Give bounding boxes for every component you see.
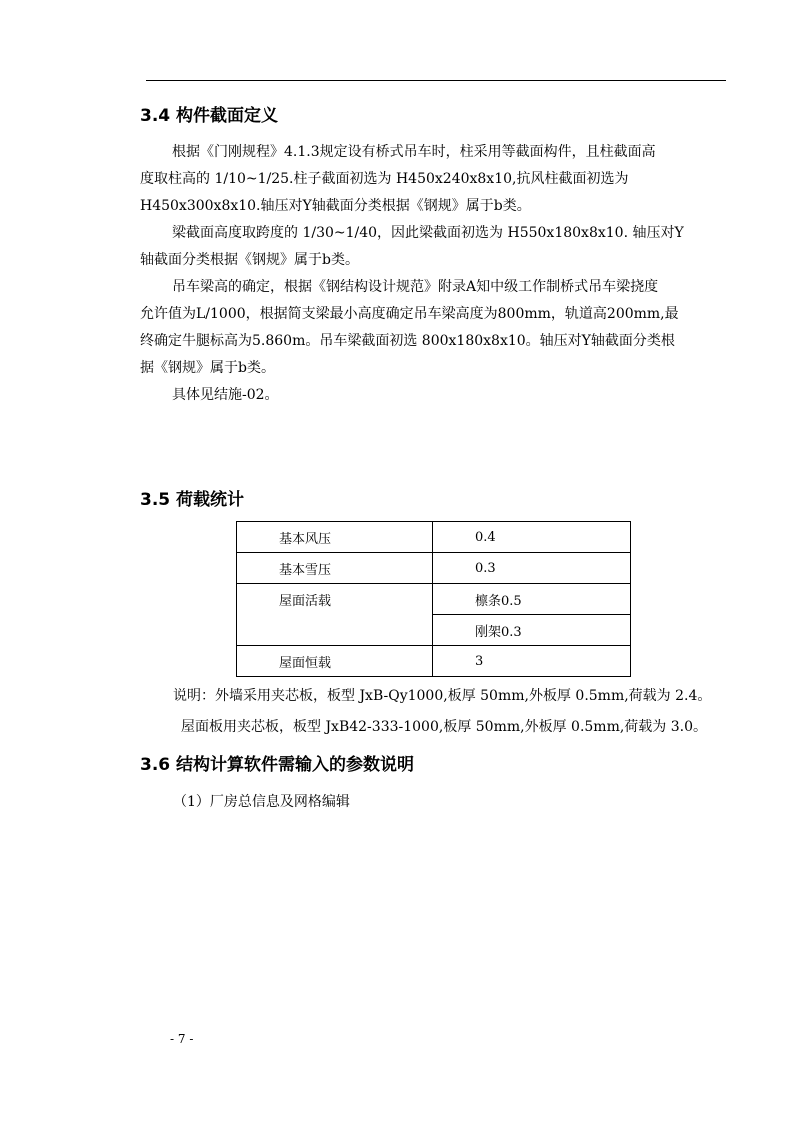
table-cell: 0.3 [433,553,631,584]
table-cell: 0.4 [433,522,631,553]
table-note-roof: 屋面板用夹芯板，板型 JxB42-333-1000,板厚 50mm,外板厚 0.5mm,荷载为 3.0。 [181,719,708,735]
paragraph-line: 具体见结施-02。 [172,387,279,403]
table-row [237,646,631,677]
table-cell: 基本雪压 [237,553,433,584]
table-row [237,584,631,615]
header-rule [146,80,726,81]
table-row [237,522,631,553]
paragraph-line: 终确定牛腿标高为5.860m。吊车梁截面初选 800x180x8x10。轴压对Y轴截面分类根 [140,333,675,349]
load-table [236,521,631,677]
table-cell: 基本风压 [237,522,433,553]
paragraph-column-section [140,139,726,409]
paragraph-line: 吊车梁高的确定，根据《钢结构设计规范》附录A知中级工作制桥式吊车梁挠度 [172,279,659,295]
table-note-wall: 说明：外墙采用夹芯板，板型 JxB-Qy1000,板厚 50mm,外板厚 0.5mm,荷载为 2.4。 [173,688,712,704]
paragraph-line: 梁截面高度取跨度的 1/30~1/40，因此梁截面初选为 H550x180x8x10. 轴压对Y [172,225,684,241]
section-heading-3-5: 3.5 荷载统计 [140,490,245,510]
paragraph-line: 度取柱高的 1/10~1/25.柱子截面初选为 H450x240x8x10,抗风柱截面初选为 [140,171,629,187]
list-item: （1）厂房总信息及网格编辑 [173,794,350,810]
paragraph-line: 根据《门刚规程》4.1.3规定设有桥式吊车时，柱采用等截面构件，且柱截面高 [172,144,656,160]
paragraph-line: 据《钢规》属于b类。 [140,360,275,376]
paragraph-line: 允许值为L/1000，根据简支梁最小高度确定吊车梁高度为800mm，轨道高200mm,最 [140,306,679,322]
table-row [237,553,631,584]
section-heading-3-4: 3.4 构件截面定义 [140,106,279,126]
table-cell: 3 [433,646,631,677]
table-cell: 屋面恒载 [237,646,433,677]
paragraph-line: 轴截面分类根据《钢规》属于b类。 [140,252,359,268]
paragraph-line: H450x300x8x10.轴压对Y轴截面分类根据《钢规》属于b类。 [140,198,531,214]
table-cell: 檩条0.5 [433,584,631,615]
page-number: - 7 - [170,1032,194,1046]
section-heading-3-6: 3.6 结构计算软件需输入的参数说明 [140,755,415,775]
table-cell: 刚架0.3 [433,615,631,646]
table-cell: 屋面活载 [237,584,433,646]
